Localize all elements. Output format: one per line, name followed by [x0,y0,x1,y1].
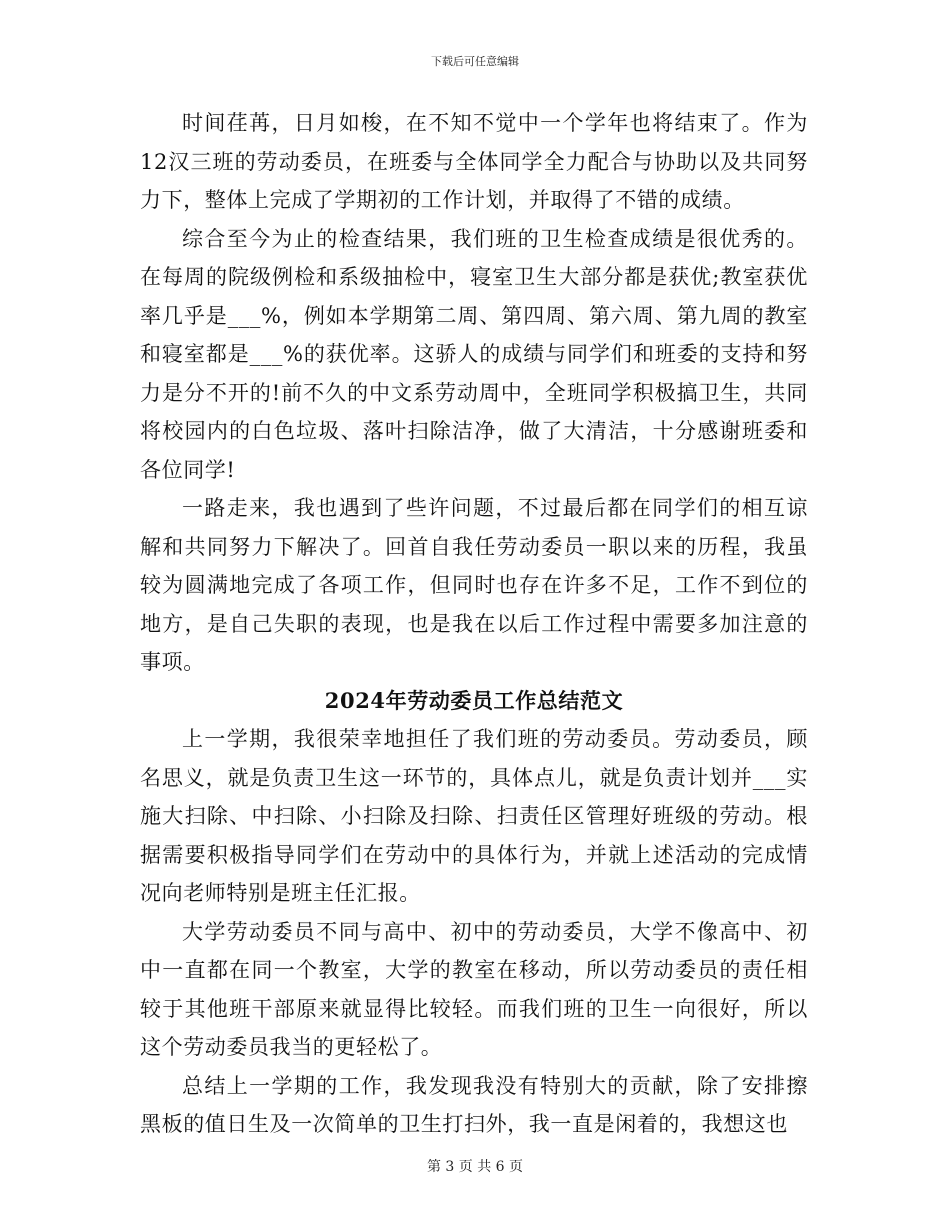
page-header: 下载后可任意编辑 [431,55,519,68]
document-body [140,104,808,1144]
paragraph: 大学劳动委员不同与高中、初中的劳动委员，大学不像高中、初中一直都在同一个教室，大学的教室在移动，所以劳动委员的责任相较于其他班干部原来就显得比较轻。而我们班的卫生一向很好，所以这个劳动委员我当的更轻松了。 [140,919,808,1059]
paragraph: 上一学期，我很荣幸地担任了我们班的劳动委员。劳动委员，顾名思义，就是负责卫生这一环节的，具体点儿，就是负责计划并___实施大扫除、中扫除、小扫除及扫除、扫责任区管理好班级的劳动。根据需要积极指导同学们在劳动中的具体行为，并就上述活动的完成情况向老师特别是班主任汇报。 [140,727,808,905]
paragraph: 时间荏苒，日月如梭，在不知不觉中一个学年也将结束了。作为12汉三班的劳动委员，在班委与全体同学全力配合与协助以及共同努力下，整体上完成了学期初的工作计划，并取得了不错的成绩。 [140,111,808,212]
paragraph: 总结上一学期的工作，我发现我没有特别大的贡献，除了安排擦黑板的值日生及一次简单的卫生打扫外，我一直是闲着的，我想这也 [140,1073,808,1136]
page-footer: 第 3 页 共 6 页 [426,1159,524,1175]
paragraph: 一路走来，我也遇到了些许问题，不过最后都在同学们的相互谅解和共同努力下解决了。回首自我任劳动委员一职以来的历程，我虽较为圆满地完成了各项工作，但同时也存在许多不足，工作不到位的地方，是自己失职的表现，也是我在以后工作过程中需要多加注意的事项。 [140,496,808,674]
paragraph: 综合至今为止的检查结果，我们班的卫生检查成绩是很优秀的。在每周的院级例检和系级抽检中，寝室卫生大部分都是获优;教室获优率几乎是___%，例如本学期第二周、第四周、第六周、第九周的教室和寝室都是___%的获优率。这骄人的成绩与同学们和班委的支持和努力是分不开的!前不久的中文系劳动周中，全班同学积极搞卫生，共同将校园内的白色垃圾、落叶扫除洁净，做了大清洁，十分感谢班委和各位同学! [140,226,808,482]
section-title: 2024年劳动委员工作总结范文 [324,687,624,713]
